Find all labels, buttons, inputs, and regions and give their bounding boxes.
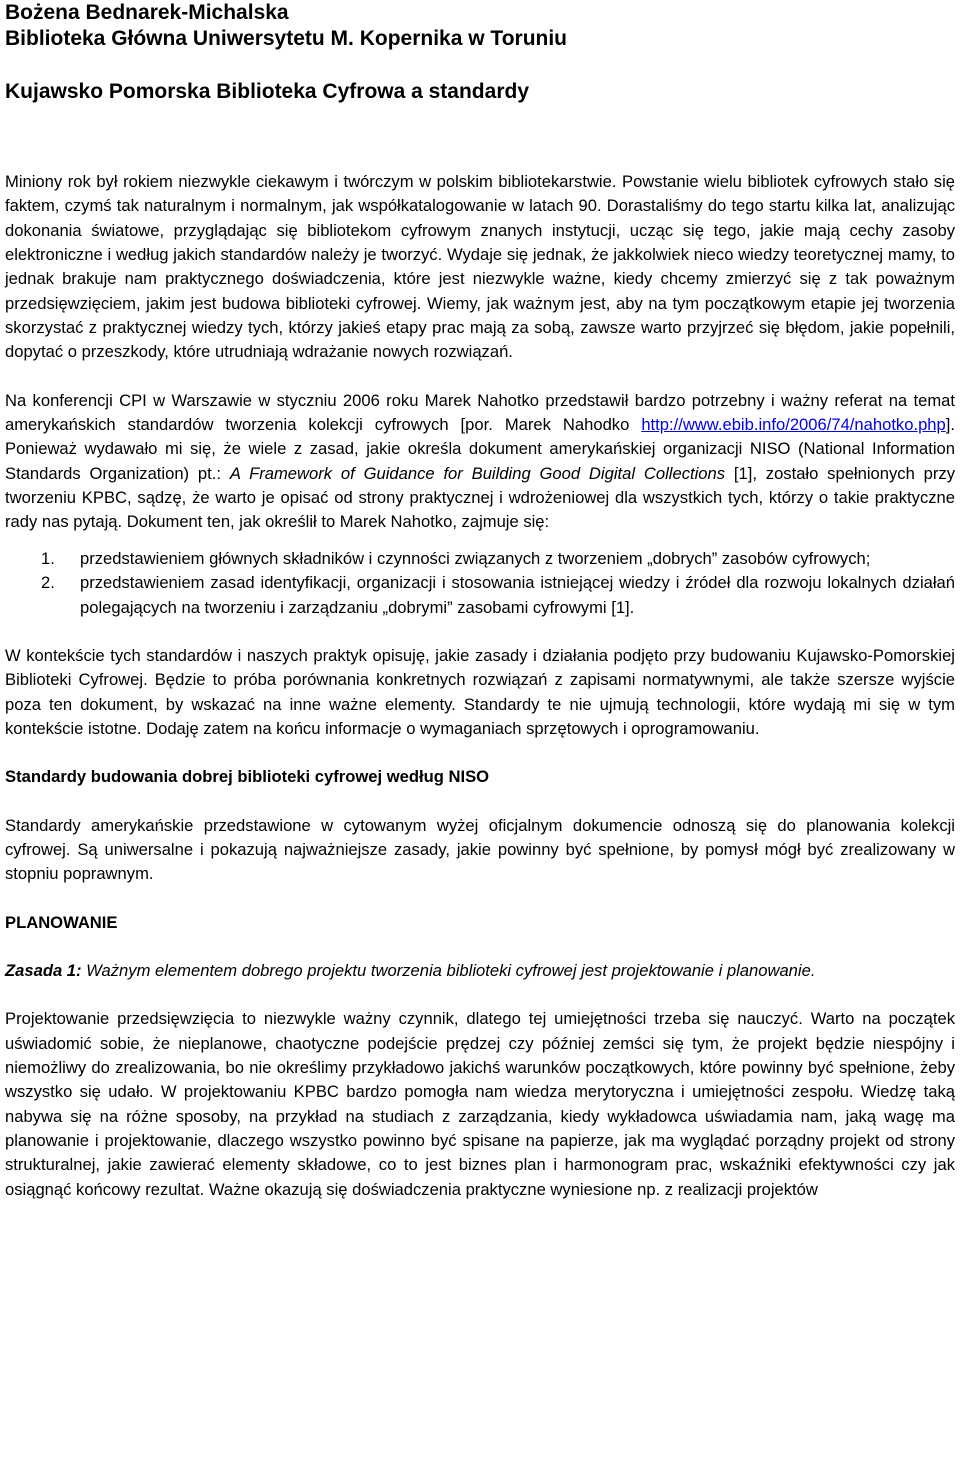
rule-1-label: Zasada 1:	[5, 960, 82, 980]
section-heading: Standardy budowania dobrej biblioteki cyfrowej według NISO	[5, 767, 490, 787]
institution-name: Biblioteka Główna Uniwersytetu M. Kopernika w Toruniu	[5, 27, 568, 50]
conference-text-1: Na konferencji CPI w Warszawie w styczniu 2006 roku Marek Nahotko przedstawił bardzo potrzebny i ważny referat na temat amerykańskich standardów tworzenia kolekcji cyfrowych [por. Marek Nahodko	[5, 390, 955, 435]
article-title: Kujawsko Pomorska Biblioteka Cyfrowa a standardy	[5, 80, 529, 103]
conference-text-3: [1], zostało spełnionych przy tworzeniu KPBC, sądzę, że warto je opisać od strony praktycznej i wdrożeniowej dla wszystkich tych, którzy o takie praktyczne rady nas pytają. Dokument ten, jak określił to Marek Nahotko, zajmuje się:	[5, 463, 955, 532]
rule-1	[5, 959, 955, 983]
niso-document-title: A Framework of Guidance for Building Good Digital Collections	[229, 463, 726, 483]
document-page	[5, 0, 955, 1202]
author-name: Bożena Bednarek-Michalska	[5, 1, 289, 24]
list-item-number: 1.	[41, 548, 55, 568]
rule-1-text: Ważnym elementem dobrego projektu tworzenia biblioteki cyfrowej jest projektowanie i planowanie.	[81, 960, 816, 980]
planning-paragraph: Projektowanie przedsięwzięcia to niezwykle ważny czynnik, dlatego tej umiejętności trzeba się nauczyć. Warto na początek uświadomić sobie, że nieplanowe, chaotyczne podejście prędzej czy później zemści się tym, że projekt będzie niespójny i niemożliwy do zrealizowania, bo nie określimy przykładowo jakichś warunków początkowych, które powinny być spełnione, żeby wszystko się udało. W projektowaniu KPBC bardzo pomogła nam wiedza merytoryczna i umiejętności zespołu. Wiedzę taką nabywa się na różne sposoby, na przykład na studiach z zarządzania, kiedy wykładowca uświadamia nam, jaką wagę ma planowanie i projektowanie, dlaczego wszystko powinno być spisane na papierze, jak ma wyglądać porządny projekt od strony strukturalnej, jakie zawierać elementy składowe, co to jest biznes plan i harmonogram prac, wskaźniki efektywności czy jak osiągnąć końcowy rezultat. Ważne okazują się doświadczenia praktyczne wyniesione np. z realizacji projektów	[5, 1009, 955, 1199]
planning-heading: PLANOWANIE	[5, 912, 118, 932]
intro-paragraph: Miniony rok był rokiem niezwykle ciekawym i twórczym w polskim bibliotekarstwie. Powstanie wielu bibliotek cyfrowych stało się faktem, czymś tak naturalnym i normalnym, jak współkatalogowanie w latach 90. Dorastaliśmy do tego startu kilka lat, analizując dokonania światowe, przyglądając się bibliotekom cyfrowym znanych instytucji, ucząc się tego, jakie mają cechy zasoby elektroniczne i według jakich standardów należy je tworzyć. Wydaje się jednak, że jakkolwiek nieco wiedzy teoretycznej mamy, to jednak brakuje nam praktycznego doświadczenia, które jest niezwykle ważne, kiedy chcemy zmierzyć się z tak poważnym przedsięwzięciem, jakim jest budowa biblioteki cyfrowej. Wiemy, jak ważnym jest, aby na tym początkowym etapie jej tworzenia skorzystać z praktycznej wiedzy tych, którzy jakieś etapy prac mają za sobą, zawsze warto przyjrzeć się błędom, jakie popełnili, dopytać o przeszkody, które utrudniają wdrażanie nowych rozwiązań.	[5, 172, 955, 362]
context-paragraph: W kontekście tych standardów i naszych praktyk opisuję, jakie zasady i działania podjęto przy budowaniu Kujawsko-Pomorskiej Biblioteki Cyfrowej. Będzie to próba porównania konkretnych rozwiązań z zapisami normatywnymi, ale także szersze wyjście poza ten dokument, by wskazać na inne ważne elementy. Standardy te nie ujmują technologii, które wydają mi się w tym kontekście istotne. Dodaję zatem na końcu informacje o wymaganiach sprzętowych i oprogramowaniu.	[5, 645, 955, 738]
list-item	[5, 571, 955, 620]
list-item	[5, 547, 955, 571]
section-paragraph: Standardy amerykańskie przedstawione w cytowanym wyżej oficjalnym dokumencie odnoszą się do planowania kolekcji cyfrowej. Są uniwersalne i pokazują najważniejsze zasady, jakie powinny być spełnione, by pomysł mógł być zrealizowany w stopniu poprawnym.	[5, 815, 955, 884]
list-item-text: przedstawieniem głównych składników i czynności związanych z tworzeniem „dobrych” zasobów cyfrowych;	[80, 548, 871, 568]
nahotko-article-link[interactable]: http://www.ebib.info/2006/74/nahotko.php	[641, 415, 946, 435]
list-item-text: przedstawieniem zasad identyfikacji, organizacji i stosowania istniejącej wiedzy i źródeł dla rozwoju lokalnych działań polegających na tworzeniu i zarządzaniu „dobrymi” zasobami cyfrowymi [1].	[80, 573, 955, 617]
list-item-number: 2.	[41, 573, 55, 593]
scope-list	[5, 547, 955, 620]
conference-text-2: ]. Ponieważ wydawało mi się, że wiele z zasad, jakie określa dokument amerykańskiej organizacji NISO (National Information Standards Organization) pt.:	[5, 415, 955, 483]
conference-paragraph	[5, 389, 955, 535]
